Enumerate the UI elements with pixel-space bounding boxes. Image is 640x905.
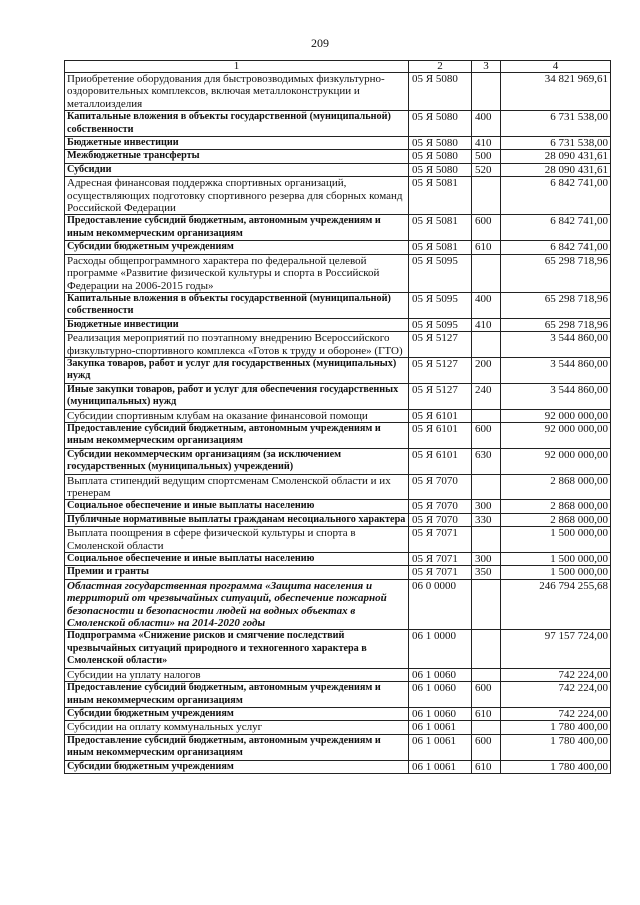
row-sum-cell: 2 868 000,00 [501,500,611,513]
row-name-cell: Областная государственная программа «Защита населения и территорий от чрезвычайных ситуаций, обеспечение пожарной безопасности и безопасности людей на водных объектах в Смоленской области» на 2014-2020 годы [65,579,409,630]
row-code-cell: 05 Я 7070 [409,513,472,526]
row-code-cell: 06 1 0060 [409,682,472,708]
row-code-cell: 05 Я 5127 [409,357,472,383]
row-name-cell: Капитальные вложения в объекты государственной (муниципальной) собственности [65,292,409,318]
table-row [65,513,611,526]
table-row [65,707,611,720]
row-type-cell: 330 [472,513,501,526]
row-type-cell: 400 [472,111,501,137]
row-name-cell: Субсидии бюджетным учреждениям [65,707,409,720]
row-name-cell: Реализация мероприятий по поэтапному внедрению Всероссийского физкультурно-спортивного комплекса «Готов к труду и обороне» (ГТО) [65,332,409,358]
header-col-1: 1 [65,61,409,73]
row-code-cell: 05 Я 5081 [409,177,472,215]
table-row [65,215,611,241]
table-row [65,357,611,383]
row-name-cell: Предоставление субсидий бюджетным, автономным учреждениям и иным некоммерческим организациям [65,682,409,708]
table-row [65,241,611,254]
row-sum-cell: 6 842 741,00 [501,177,611,215]
header-row [65,61,611,73]
row-type-cell: 300 [472,500,501,513]
table-row [65,292,611,318]
row-type-cell: 610 [472,707,501,720]
row-sum-cell: 1 500 000,00 [501,527,611,553]
table-row [65,409,611,422]
row-code-cell: 06 1 0061 [409,760,472,773]
row-code-cell: 05 Я 5080 [409,163,472,176]
row-type-cell: 240 [472,383,501,409]
table-row [65,527,611,553]
table-row [65,422,611,448]
row-sum-cell: 6 842 741,00 [501,241,611,254]
row-type-cell [472,254,501,292]
row-code-cell: 05 Я 6101 [409,422,472,448]
table-row [65,630,611,668]
row-sum-cell: 2 868 000,00 [501,474,611,500]
row-code-cell: 05 Я 5080 [409,111,472,137]
row-type-cell: 630 [472,448,501,474]
header-col-3: 3 [472,61,501,73]
table-row [65,566,611,579]
row-type-cell [472,527,501,553]
table-row [65,332,611,358]
row-name-cell: Адресная финансовая поддержка спортивных организаций, осуществляющих подготовку спортивного резерва для сборных команд Российской Федерации [65,177,409,215]
row-name-cell: Межбюджетные трансферты [65,150,409,163]
row-sum-cell: 246 794 255,68 [501,579,611,630]
row-name-cell: Субсидии некоммерческим организациям (за исключением государственных (муниципальных) учреждений) [65,448,409,474]
row-name-cell: Социальное обеспечение и иные выплаты населению [65,553,409,566]
row-name-cell: Субсидии на уплату налогов [65,668,409,681]
row-type-cell [472,409,501,422]
row-type-cell: 410 [472,318,501,331]
table-row [65,163,611,176]
table-body [65,73,611,774]
table-row [65,682,611,708]
row-code-cell: 05 Я 5081 [409,215,472,241]
row-sum-cell: 28 090 431,61 [501,163,611,176]
row-sum-cell: 1 500 000,00 [501,553,611,566]
table-row [65,111,611,137]
table-row [65,553,611,566]
row-code-cell: 05 Я 5127 [409,332,472,358]
row-name-cell: Капитальные вложения в объекты государственной (муниципальной) собственности [65,111,409,137]
row-name-cell: Бюджетные инвестиции [65,137,409,150]
row-code-cell: 05 Я 7071 [409,566,472,579]
table-row [65,734,611,760]
row-code-cell: 05 Я 5080 [409,150,472,163]
table-row [65,579,611,630]
row-sum-cell: 97 157 724,00 [501,630,611,668]
table-row [65,177,611,215]
row-sum-cell: 2 868 000,00 [501,513,611,526]
row-sum-cell: 92 000 000,00 [501,422,611,448]
row-type-cell: 600 [472,422,501,448]
row-name-cell: Субсидии бюджетным учреждениям [65,241,409,254]
row-name-cell: Предоставление субсидий бюджетным, автономным учреждениям и иным некоммерческим организациям [65,215,409,241]
row-type-cell: 600 [472,215,501,241]
row-name-cell: Субсидии спортивным клубам на оказание финансовой помощи [65,409,409,422]
table-row [65,137,611,150]
row-type-cell: 600 [472,682,501,708]
row-name-cell: Субсидии [65,163,409,176]
row-name-cell: Иные закупки товаров, работ и услуг для обеспечения государственных (муниципальных) нужд [65,383,409,409]
row-sum-cell: 742 224,00 [501,707,611,720]
row-type-cell: 520 [472,163,501,176]
row-sum-cell: 6 731 538,00 [501,111,611,137]
row-code-cell: 05 Я 5095 [409,318,472,331]
row-sum-cell: 92 000 000,00 [501,409,611,422]
row-type-cell: 200 [472,357,501,383]
row-sum-cell: 3 544 860,00 [501,357,611,383]
row-code-cell: 05 Я 7070 [409,474,472,500]
table-row [65,150,611,163]
row-type-cell [472,177,501,215]
row-name-cell: Субсидии бюджетным учреждениям [65,760,409,773]
row-type-cell: 400 [472,292,501,318]
row-type-cell [472,73,501,111]
row-type-cell: 610 [472,760,501,773]
row-type-cell [472,630,501,668]
row-name-cell: Приобретение оборудования для быстровозводимых физкультурно-оздоровительных комплексов, включая металлоконструкции и металлоизделия [65,73,409,111]
row-sum-cell: 742 224,00 [501,682,611,708]
row-sum-cell: 65 298 718,96 [501,254,611,292]
row-type-cell [472,474,501,500]
row-sum-cell: 65 298 718,96 [501,292,611,318]
table-row [65,668,611,681]
row-sum-cell: 1 780 400,00 [501,734,611,760]
row-code-cell: 06 0 0000 [409,579,472,630]
row-name-cell: Предоставление субсидий бюджетным, автономным учреждениям и иным некоммерческим организациям [65,734,409,760]
row-type-cell: 410 [472,137,501,150]
row-type-cell: 610 [472,241,501,254]
row-code-cell: 05 Я 5095 [409,292,472,318]
row-name-cell: Предоставление субсидий бюджетным, автономным учреждениям и иным некоммерческим организациям [65,422,409,448]
row-name-cell: Расходы общепрограммного характера по федеральной целевой программе «Развитие физической культуры и спорта в Российской Федерации на 2006-2015 годы» [65,254,409,292]
row-code-cell: 06 1 0061 [409,734,472,760]
row-name-cell: Субсидии на оплату коммунальных услуг [65,721,409,734]
row-code-cell: 05 Я 6101 [409,409,472,422]
page-number: 209 [311,36,329,50]
row-code-cell: 05 Я 6101 [409,448,472,474]
row-name-cell: Бюджетные инвестиции [65,318,409,331]
row-name-cell: Закупка товаров, работ и услуг для государственных (муниципальных) нужд [65,357,409,383]
row-sum-cell: 1 500 000,00 [501,566,611,579]
row-type-cell [472,721,501,734]
row-type-cell: 600 [472,734,501,760]
table-row [65,383,611,409]
row-sum-cell: 6 842 741,00 [501,215,611,241]
row-code-cell: 05 Я 7071 [409,553,472,566]
row-type-cell: 350 [472,566,501,579]
table-row [65,254,611,292]
row-code-cell: 05 Я 5095 [409,254,472,292]
row-sum-cell: 1 780 400,00 [501,760,611,773]
row-code-cell: 06 1 0061 [409,721,472,734]
table-row [65,73,611,111]
row-type-cell [472,579,501,630]
row-type-cell: 500 [472,150,501,163]
table-row [65,721,611,734]
row-name-cell: Подпрограмма «Снижение рисков и смягчение последствий чрезвычайных ситуаций природного и техногенного характера в Смоленской области» [65,630,409,668]
row-code-cell: 06 1 0000 [409,630,472,668]
row-name-cell: Социальное обеспечение и иные выплаты населению [65,500,409,513]
row-name-cell: Публичные нормативные выплаты гражданам несоциального характера [65,513,409,526]
row-code-cell: 06 1 0060 [409,707,472,720]
row-code-cell: 06 1 0060 [409,668,472,681]
header-col-4: 4 [501,61,611,73]
row-type-cell [472,668,501,681]
row-sum-cell: 6 731 538,00 [501,137,611,150]
row-sum-cell: 65 298 718,96 [501,318,611,331]
row-sum-cell: 3 544 860,00 [501,332,611,358]
table-row [65,448,611,474]
row-sum-cell: 34 821 969,61 [501,73,611,111]
table-header [65,61,611,73]
table-row [65,500,611,513]
table-row [65,474,611,500]
row-sum-cell: 28 090 431,61 [501,150,611,163]
row-sum-cell: 1 780 400,00 [501,721,611,734]
row-name-cell: Выплата стипендий ведущим спортсменам Смоленской области и их тренерам [65,474,409,500]
table-row [65,760,611,773]
row-name-cell: Выплата поощрения в сфере физической культуры и спорта в Смоленской области [65,527,409,553]
row-sum-cell: 3 544 860,00 [501,383,611,409]
row-sum-cell: 92 000 000,00 [501,448,611,474]
table-row [65,318,611,331]
row-sum-cell: 742 224,00 [501,668,611,681]
row-type-cell: 300 [472,553,501,566]
budget-table [64,60,611,774]
row-type-cell [472,332,501,358]
row-code-cell: 05 Я 7070 [409,500,472,513]
row-code-cell: 05 Я 5080 [409,137,472,150]
row-code-cell: 05 Я 5127 [409,383,472,409]
row-code-cell: 05 Я 7071 [409,527,472,553]
row-code-cell: 05 Я 5080 [409,73,472,111]
row-code-cell: 05 Я 5081 [409,241,472,254]
row-name-cell: Премии и гранты [65,566,409,579]
header-col-2: 2 [409,61,472,73]
